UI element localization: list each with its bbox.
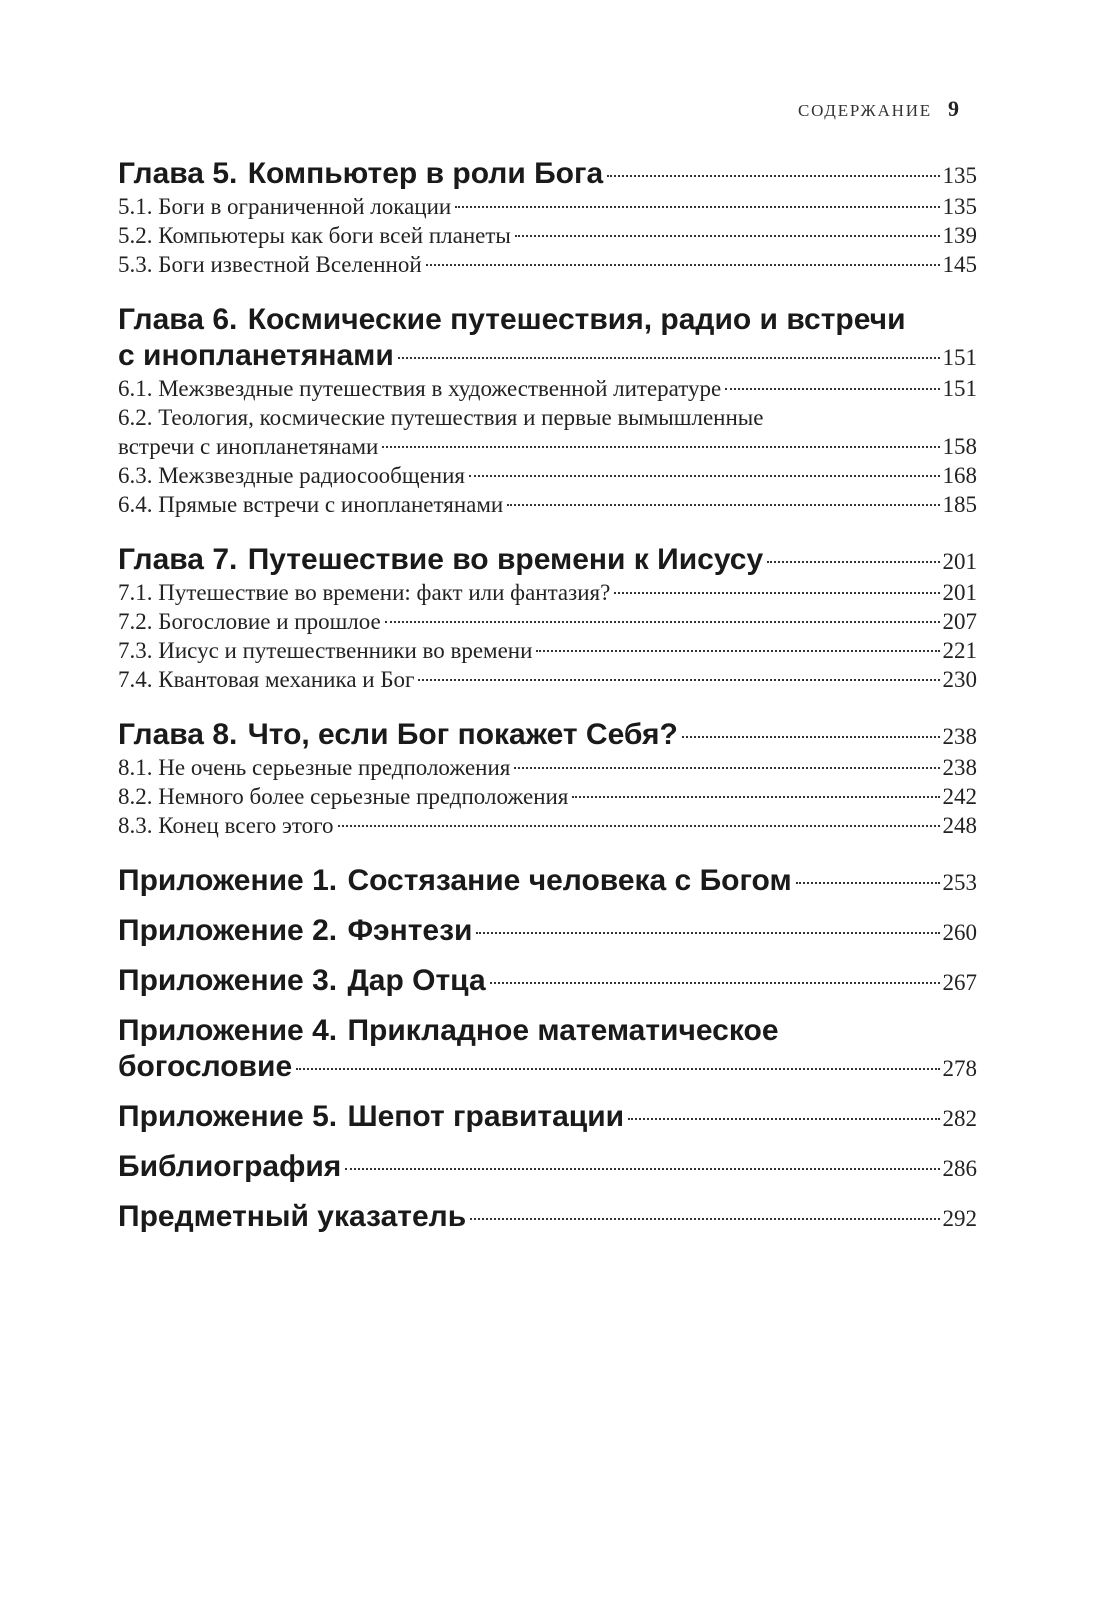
appendix-number: Приложение 1. [118, 864, 338, 897]
toc-appendix-1[interactable] [118, 863, 977, 899]
dot-leader [682, 736, 940, 738]
chapter-title: Путешествие во времени к Иисусу [247, 543, 764, 576]
toc-appendix-3[interactable] [118, 963, 977, 999]
toc-chapter-6[interactable] [118, 302, 977, 374]
page-ref: 292 [942, 1206, 977, 1231]
dot-leader [490, 982, 940, 984]
page-ref: 201 [942, 580, 977, 605]
section-title: 5.3. Боги известной Вселенной [118, 252, 422, 277]
toc-section-5-1[interactable] [118, 192, 977, 221]
dot-leader [385, 621, 940, 623]
dot-leader [338, 825, 940, 827]
section-title: 7.4. Квантовая механика и Бог [118, 667, 415, 692]
page-ref: 253 [942, 870, 977, 895]
section-title: 8.1. Не очень серьезные предположения [118, 755, 511, 780]
toc-section-6-4[interactable] [118, 490, 977, 519]
toc-section-7-4[interactable] [118, 665, 977, 694]
page-ref: 145 [942, 252, 977, 277]
table-of-contents [118, 156, 977, 1235]
dot-leader [398, 357, 940, 359]
page-ref: 158 [942, 434, 977, 459]
page-ref: 238 [942, 755, 977, 780]
page-ref: 201 [942, 549, 977, 574]
dot-leader [418, 679, 939, 681]
page-ref: 260 [942, 920, 977, 945]
toc-chapter-8[interactable] [118, 717, 977, 753]
chapter-title-line1: Космические путешествия, радио и встречи [247, 303, 906, 336]
section-title-line2: встречи с инопланетянами [118, 434, 379, 459]
page-number: 9 [948, 96, 959, 121]
toc-section-7-1[interactable] [118, 578, 977, 607]
chapter-number: Глава 5. [118, 157, 238, 190]
dot-leader [767, 561, 939, 563]
appendix-title: Фэнтези [347, 914, 473, 947]
dot-leader [476, 932, 939, 934]
toc-section-7-3[interactable] [118, 636, 977, 665]
dot-leader [455, 206, 939, 208]
appendix-title-line1: Прикладное математическое [347, 1014, 779, 1047]
toc-appendix-5[interactable] [118, 1099, 977, 1135]
running-head [798, 96, 959, 122]
section-title: 6.3. Межзвездные радиосообщения [118, 463, 465, 488]
toc-section-5-3[interactable] [118, 250, 977, 279]
page-ref: 267 [942, 970, 977, 995]
dot-leader [572, 796, 939, 798]
appendix-title: Шепот гравитации [347, 1100, 625, 1133]
toc-section-6-1[interactable] [118, 374, 977, 403]
appendix-number: Приложение 2. [118, 914, 338, 947]
chapter-title: Компьютер в роли Бога [247, 157, 604, 190]
section-title: 7.1. Путешествие во времени: факт или фантазия? [118, 580, 611, 605]
dot-leader [614, 592, 939, 594]
running-head-title: СОДЕРЖАНИЕ [797, 101, 932, 120]
toc-appendix-2[interactable] [118, 913, 977, 949]
toc-chapter-7[interactable] [118, 542, 977, 578]
page-ref: 151 [942, 376, 977, 401]
page-ref: 135 [942, 163, 977, 188]
section-title: 8.2. Немного более серьезные предположения [118, 784, 569, 809]
toc-section-8-2[interactable] [118, 782, 977, 811]
section-title: 5.2. Компьютеры как боги всей планеты [118, 223, 511, 248]
page-ref: 135 [942, 194, 977, 219]
dot-leader [382, 446, 939, 448]
subject-index-title: Предметный указатель [118, 1200, 467, 1233]
toc-chapter-5[interactable] [118, 156, 977, 192]
chapter-title: Что, если Бог покажет Себя? [247, 718, 678, 751]
page-ref: 238 [942, 724, 977, 749]
toc-section-5-2[interactable] [118, 221, 977, 250]
dot-leader [345, 1168, 939, 1170]
appendix-number: Приложение 3. [118, 964, 338, 997]
page-ref: 185 [942, 492, 977, 517]
dot-leader [536, 650, 939, 652]
dot-leader [607, 175, 939, 177]
page-ref: 230 [942, 667, 977, 692]
dot-leader [470, 1218, 939, 1220]
appendix-title: Дар Отца [347, 964, 486, 997]
dot-leader [796, 882, 940, 884]
section-title: 6.1. Межзвездные путешествия в художественной литературе [118, 376, 722, 401]
dot-leader [469, 475, 940, 477]
appendix-title: Состязание человека с Богом [347, 864, 792, 897]
toc-subject-index[interactable] [118, 1199, 977, 1235]
page-ref: 168 [942, 463, 977, 488]
toc-section-6-3[interactable] [118, 461, 977, 490]
chapter-number: Глава 6. [118, 303, 238, 336]
page-ref: 248 [942, 813, 977, 838]
appendix-title-line2: богословие [118, 1050, 293, 1083]
page-ref: 221 [942, 638, 977, 663]
appendix-number: Приложение 4. [118, 1014, 338, 1047]
appendix-number: Приложение 5. [118, 1100, 338, 1133]
page-ref: 278 [942, 1056, 977, 1081]
page-ref: 286 [942, 1156, 977, 1181]
dot-leader [725, 388, 939, 390]
section-title: 7.2. Богословие и прошлое [118, 609, 381, 634]
dot-leader [515, 235, 940, 237]
section-title: 8.3. Конец всего этого [118, 813, 334, 838]
page-ref: 282 [942, 1106, 977, 1131]
page-ref: 207 [942, 609, 977, 634]
toc-appendix-4[interactable] [118, 1013, 977, 1085]
chapter-number: Глава 8. [118, 718, 238, 751]
section-title: 6.4. Прямые встречи с инопланетянами [118, 492, 504, 517]
bibliography-title: Библиография [118, 1150, 342, 1183]
chapter-number: Глава 7. [118, 543, 238, 576]
toc-section-8-1[interactable] [118, 753, 977, 782]
toc-section-8-3[interactable] [118, 811, 977, 840]
toc-section-6-2[interactable] [118, 403, 977, 461]
dot-leader [296, 1068, 939, 1070]
toc-section-7-2[interactable] [118, 607, 977, 636]
page-ref: 151 [942, 345, 977, 370]
page-ref: 242 [942, 784, 977, 809]
section-title: 7.3. Иисус и путешественники во времени [118, 638, 533, 663]
section-title-line1: 6.2. Теология, космические путешествия и первые вымышленные [118, 405, 764, 430]
dot-leader [426, 264, 940, 266]
chapter-title-line2: с инопланетянами [118, 339, 394, 372]
dot-leader [514, 767, 939, 769]
dot-leader [628, 1118, 939, 1120]
toc-bibliography[interactable] [118, 1149, 977, 1185]
section-title: 5.1. Боги в ограниченной локации [118, 194, 452, 219]
page-ref: 139 [942, 223, 977, 248]
dot-leader [507, 504, 939, 506]
